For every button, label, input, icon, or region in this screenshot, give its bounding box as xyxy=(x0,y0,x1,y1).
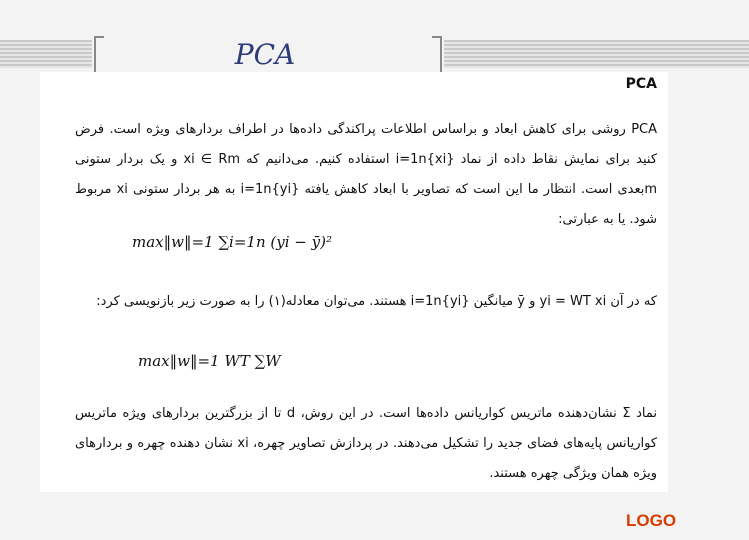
formula-objective: max‖w‖=1 ∑i=1n (yi − ȳ)² xyxy=(132,233,332,251)
section-heading: PCA xyxy=(625,76,657,92)
header-stripes-right xyxy=(444,40,749,68)
slide-title: PCA xyxy=(234,38,296,71)
paragraph-covariance: نماد Σ نشان‌دهنده ماتریس کواریانس داده‌ها است. در این روش، d تا از بزرگترین بردارهای ویژه ماتریس کواریانس پایه‌های فضای جدید را تشکیل می‌دهند. در پردازش تصاویر چهره، xi نشان دهنده چهره و بردارهای ویژه همان ویژگی چهره هستند. xyxy=(75,406,658,481)
title-bracket-right xyxy=(432,36,442,72)
formula-covariance: max‖w‖=1 WT ∑W xyxy=(138,352,281,370)
logo: LOGO xyxy=(626,511,677,530)
paragraph-rewrite: که در آن yi = WT xi و ȳ میانگین {yi}i=1n هستند. می‌توان معادله(۱) را به صورت زیر بازنویسی کرد: xyxy=(96,294,657,309)
paragraph-intro: PCA روشی برای کاهش ابعاد و براساس اطلاعات پراکندگی داده‌ها در اطراف بردارهای ویژه است. فرض کنید برای نمایش نقاط داده از نماد {xi}i=1n استفاده کنیم. می‌دانیم که xi ∈ Rm و یک بردار ستونی mبعدی است. انتظار ما این است که تصاویر با ابعاد کاهش یافته {yi}i=1n به هر بردار ستونی xi مربوط شود. یا به عبارتی: xyxy=(75,122,658,227)
header-stripes-left xyxy=(0,40,92,68)
